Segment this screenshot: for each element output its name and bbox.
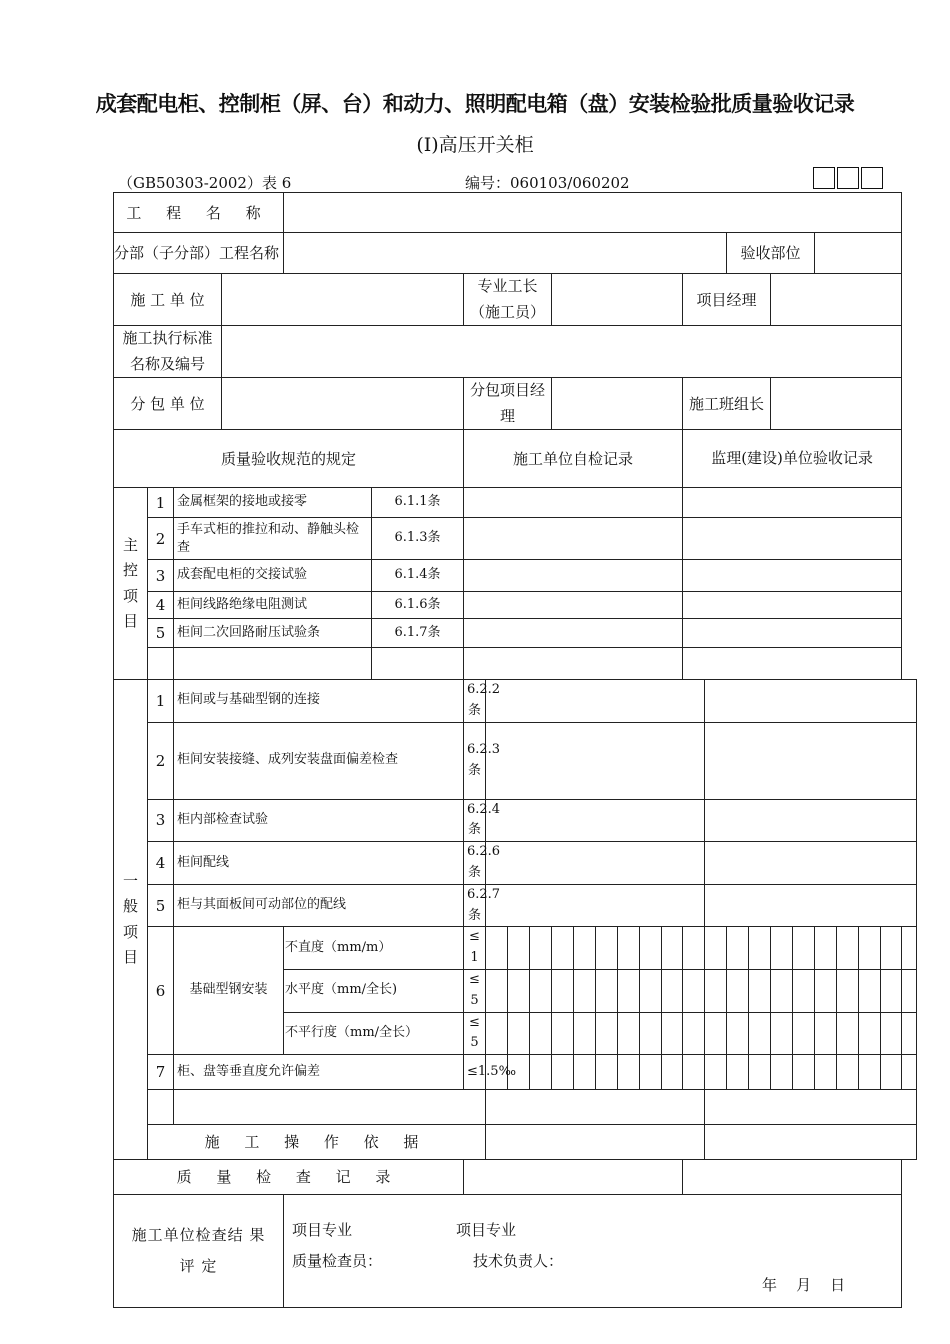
measure-cell[interactable] <box>596 1012 618 1055</box>
supervision-cell[interactable] <box>705 884 917 927</box>
supervision-cell[interactable] <box>683 560 902 592</box>
project-name-field[interactable] <box>284 193 902 233</box>
self-check-cell[interactable] <box>464 488 683 518</box>
sign-label-b2: 技术负责人： <box>473 1251 564 1270</box>
code-boxes <box>813 167 885 189</box>
measure-cell[interactable] <box>530 927 552 970</box>
measure-cell[interactable] <box>640 1055 662 1090</box>
measure-cell[interactable] <box>574 1055 596 1090</box>
empty-cell[interactable] <box>174 1090 486 1125</box>
measure-cell[interactable] <box>859 1012 881 1055</box>
measure-cell[interactable] <box>902 969 917 1012</box>
item-number: 4 <box>148 842 174 885</box>
item-number: 3 <box>148 799 174 842</box>
measure-cell[interactable] <box>705 1012 727 1055</box>
pm-label: 项目经理 <box>683 274 771 326</box>
quality-record-label: 质 量 检 查 记 录 <box>114 1160 464 1195</box>
item-description: 柜间配线 <box>174 842 464 885</box>
supervision-cell[interactable] <box>683 592 902 619</box>
document-title: 成套配电柜、控制柜（屏、台）和动力、照明配电箱（盘）安装检验批质量验收记录 <box>95 91 855 116</box>
item-clause: 6.1.6条 <box>372 592 464 619</box>
item-description: 柜间线路绝缘电阻测试 <box>174 592 372 619</box>
quality-record-field[interactable] <box>464 1160 683 1195</box>
code-box[interactable] <box>813 167 835 189</box>
measure-cell[interactable] <box>574 969 596 1012</box>
item-description: 柜间或与基础型钢的连接 <box>174 680 464 723</box>
deviation-limit: ≤ 5 <box>464 969 486 1012</box>
quality-record-field[interactable] <box>683 1160 902 1195</box>
item-clause: 6.2.6条 <box>464 842 486 885</box>
foreman-label: 专业工长（施工员） <box>464 274 552 326</box>
measure-cell[interactable] <box>749 969 771 1012</box>
measure-cell[interactable] <box>815 1012 837 1055</box>
code-box[interactable] <box>837 167 859 189</box>
measure-cell[interactable] <box>881 1012 902 1055</box>
item-number: 5 <box>148 619 174 648</box>
item-clause: 6.1.1条 <box>372 488 464 518</box>
supervision-cell[interactable] <box>683 488 902 518</box>
measure-cell[interactable] <box>793 1012 815 1055</box>
measure-cell[interactable] <box>662 927 683 970</box>
measure-cell[interactable] <box>530 1012 552 1055</box>
supervision-cell[interactable] <box>705 680 917 723</box>
measure-cell[interactable] <box>815 1055 837 1090</box>
item-number: 4 <box>148 592 174 619</box>
general-items-label: 一般项目 <box>114 680 148 1160</box>
measure-cell[interactable] <box>749 927 771 970</box>
deviation-limit: ≤ 5 <box>464 1012 486 1055</box>
measure-cell[interactable] <box>618 1012 640 1055</box>
measure-cell[interactable] <box>683 969 705 1012</box>
construction-basis-label: 施 工 操 作 依 据 <box>148 1125 486 1160</box>
standard-ref: （GB50303-2002）表 6 <box>118 174 292 192</box>
self-check-cell[interactable] <box>464 619 683 648</box>
construction-basis-field[interactable] <box>705 1125 917 1160</box>
measure-cell[interactable] <box>793 1055 815 1090</box>
measure-cell[interactable] <box>662 969 683 1012</box>
empty-cell[interactable] <box>148 648 174 680</box>
self-check-cell[interactable] <box>464 648 683 680</box>
deviation-name: 不直度（mm/m） <box>284 927 464 970</box>
measure-cell[interactable] <box>683 1055 705 1090</box>
serial-number: 编号：060103/060202 <box>465 174 630 192</box>
measure-cell[interactable] <box>508 927 530 970</box>
self-check-column-header: 施工单位自检记录 <box>464 430 683 488</box>
empty-cell[interactable] <box>148 1090 174 1125</box>
measure-cell[interactable] <box>618 969 640 1012</box>
measure-cell[interactable] <box>486 927 508 970</box>
measure-cell[interactable] <box>881 927 902 970</box>
deviation-limit: ≤1.5‰ <box>464 1055 486 1090</box>
measure-cell[interactable] <box>640 1012 662 1055</box>
item-clause: 6.2.7条 <box>464 884 486 927</box>
team-leader-label: 施工班组长 <box>683 378 771 430</box>
self-check-cell[interactable] <box>464 592 683 619</box>
main-items-label: 主控项目 <box>114 488 148 680</box>
measure-cell[interactable] <box>640 927 662 970</box>
standard-name-field[interactable] <box>222 326 902 378</box>
measure-cell[interactable] <box>881 969 902 1012</box>
item-clause: 6.1.4条 <box>372 560 464 592</box>
subcontractor-field[interactable] <box>222 378 464 430</box>
item-description: 手车式柜的推拉和动、静触头检查 <box>174 518 372 560</box>
item-clause: 6.2.4条 <box>464 799 486 842</box>
measure-cell[interactable] <box>596 1055 618 1090</box>
document-subtitle: (Ⅰ)高压开关柜 <box>416 134 534 156</box>
sign-label-a2: 质量检查员： <box>292 1251 383 1270</box>
measure-cell[interactable] <box>705 927 727 970</box>
item-description: 柜内部检查试验 <box>174 799 464 842</box>
self-check-cell[interactable] <box>486 722 705 799</box>
item-number: 2 <box>148 722 174 799</box>
measure-cell[interactable] <box>859 1055 881 1090</box>
measure-cell[interactable] <box>749 1055 771 1090</box>
item-number: 5 <box>148 884 174 927</box>
supervision-cell[interactable] <box>683 648 902 680</box>
measure-cell[interactable] <box>727 1055 749 1090</box>
measure-cell[interactable] <box>662 1012 683 1055</box>
supervision-cell[interactable] <box>705 722 917 799</box>
item-description: 柜与其面板间可动部位的配线 <box>174 884 464 927</box>
measure-cell[interactable] <box>618 927 640 970</box>
item-number: 6 <box>148 927 174 1055</box>
measure-cell[interactable] <box>815 927 837 970</box>
measure-cell[interactable] <box>705 1055 727 1090</box>
subcontractor-label: 分 包 单 位 <box>114 378 222 430</box>
measure-cell[interactable] <box>727 969 749 1012</box>
measure-cell[interactable] <box>552 1055 574 1090</box>
measure-cell[interactable] <box>574 927 596 970</box>
measure-cell[interactable] <box>552 1012 574 1055</box>
measure-cell[interactable] <box>902 927 917 970</box>
measure-cell[interactable] <box>837 1055 859 1090</box>
measure-cell[interactable] <box>902 1055 917 1090</box>
item-number: 1 <box>148 488 174 518</box>
supervision-cell[interactable] <box>705 1090 917 1125</box>
measure-cell[interactable] <box>727 927 749 970</box>
empty-cell[interactable] <box>372 648 464 680</box>
inspection-table <box>113 192 917 1308</box>
measure-cell[interactable] <box>837 927 859 970</box>
foreman-field[interactable] <box>552 274 683 326</box>
measure-cell[interactable] <box>683 927 705 970</box>
measure-cell[interactable] <box>683 1012 705 1055</box>
self-check-cell[interactable] <box>486 799 705 842</box>
measure-cell[interactable] <box>596 969 618 1012</box>
measure-cell[interactable] <box>662 1055 683 1090</box>
self-check-cell[interactable] <box>486 1090 705 1125</box>
supervision-cell[interactable] <box>683 619 902 648</box>
pm-field[interactable] <box>771 274 902 326</box>
measure-cell[interactable] <box>508 969 530 1012</box>
deviation-name: 水平度（mm/全长) <box>284 969 464 1012</box>
accept-part-field[interactable] <box>815 233 902 274</box>
item-clause: 6.1.3条 <box>372 518 464 560</box>
measure-cell[interactable] <box>640 969 662 1012</box>
item-clause: 6.2.2条 <box>464 680 486 723</box>
project-name-label: 工 程 名 称 <box>114 193 284 233</box>
measure-cell[interactable] <box>486 1012 508 1055</box>
measure-cell[interactable] <box>815 969 837 1012</box>
construction-unit-field[interactable] <box>222 274 464 326</box>
sign-label-b1: 项目专业 <box>456 1221 517 1240</box>
construction-basis-field[interactable] <box>486 1125 705 1160</box>
sign-date: 年 月 日 <box>762 1276 846 1295</box>
standard-name-label: 施工执行标准名称及编号 <box>114 326 222 378</box>
item-clause: 6.2.3条 <box>464 722 486 799</box>
item-description: 柜、盘等垂直度允许偏差 <box>174 1055 464 1090</box>
item-description: 柜间安装接缝、成列安装盘面偏差检查 <box>174 722 464 799</box>
accept-part-label: 验收部位 <box>727 233 815 274</box>
measure-cell[interactable] <box>837 1012 859 1055</box>
item-clause: 6.1.7条 <box>372 619 464 648</box>
measure-cell[interactable] <box>552 927 574 970</box>
team-leader-field[interactable] <box>771 378 902 430</box>
deviation-name: 不平行度（mm/全长） <box>284 1012 464 1055</box>
sign-label-a1: 项目专业 <box>292 1221 353 1240</box>
measure-cell[interactable] <box>881 1055 902 1090</box>
measure-cell[interactable] <box>618 1055 640 1090</box>
measure-cell[interactable] <box>530 969 552 1012</box>
measure-cell[interactable] <box>552 969 574 1012</box>
measure-cell[interactable] <box>859 969 881 1012</box>
result-label: 施工单位检查结 果 评 定 <box>114 1195 284 1308</box>
measure-cell[interactable] <box>793 927 815 970</box>
item-description: 柜间二次回路耐压试验条 <box>174 619 372 648</box>
item-number: 1 <box>148 680 174 723</box>
measure-cell[interactable] <box>837 969 859 1012</box>
item-description: 成套配电柜的交接试验 <box>174 560 372 592</box>
measure-cell[interactable] <box>574 1012 596 1055</box>
sub-pm-label: 分包项目经 理 <box>464 378 552 430</box>
measure-cell[interactable] <box>793 969 815 1012</box>
self-check-cell[interactable] <box>486 884 705 927</box>
sub-pm-field[interactable] <box>552 378 683 430</box>
measure-cell[interactable] <box>771 1055 793 1090</box>
self-check-cell[interactable] <box>486 680 705 723</box>
item-number: 3 <box>148 560 174 592</box>
measure-cell[interactable] <box>749 1012 771 1055</box>
supervision-column-header: 监理(建设)单位验收记录 <box>683 430 902 488</box>
construction-unit-label: 施 工 单 位 <box>114 274 222 326</box>
measure-cell[interactable] <box>771 1012 793 1055</box>
empty-cell[interactable] <box>174 648 372 680</box>
signature-area[interactable] <box>284 1195 902 1308</box>
sub-project-field[interactable] <box>284 233 727 274</box>
measure-cell[interactable] <box>727 1012 749 1055</box>
measure-cell[interactable] <box>508 1012 530 1055</box>
item-number: 7 <box>148 1055 174 1090</box>
measure-cell[interactable] <box>771 927 793 970</box>
measure-cell[interactable] <box>705 969 727 1012</box>
measure-cell[interactable] <box>486 969 508 1012</box>
item-number: 2 <box>148 518 174 560</box>
measure-cell[interactable] <box>902 1012 917 1055</box>
item-description: 金属框架的接地或接零 <box>174 488 372 518</box>
measure-cell[interactable] <box>596 927 618 970</box>
measure-cell[interactable] <box>859 927 881 970</box>
self-check-cell[interactable] <box>464 560 683 592</box>
measure-cell[interactable] <box>530 1055 552 1090</box>
sub-project-label: 分部（子分部）工程名称 <box>114 233 284 274</box>
self-check-cell[interactable] <box>486 842 705 885</box>
self-check-cell[interactable] <box>464 518 683 560</box>
code-box[interactable] <box>861 167 883 189</box>
supervision-cell[interactable] <box>705 842 917 885</box>
item6-group-label: 基础型钢安装 <box>174 927 284 1055</box>
deviation-limit: ≤ 1 <box>464 927 486 970</box>
supervision-cell[interactable] <box>705 799 917 842</box>
spec-column-header: 质量验收规范的规定 <box>114 430 464 488</box>
supervision-cell[interactable] <box>683 518 902 560</box>
measure-cell[interactable] <box>771 969 793 1012</box>
